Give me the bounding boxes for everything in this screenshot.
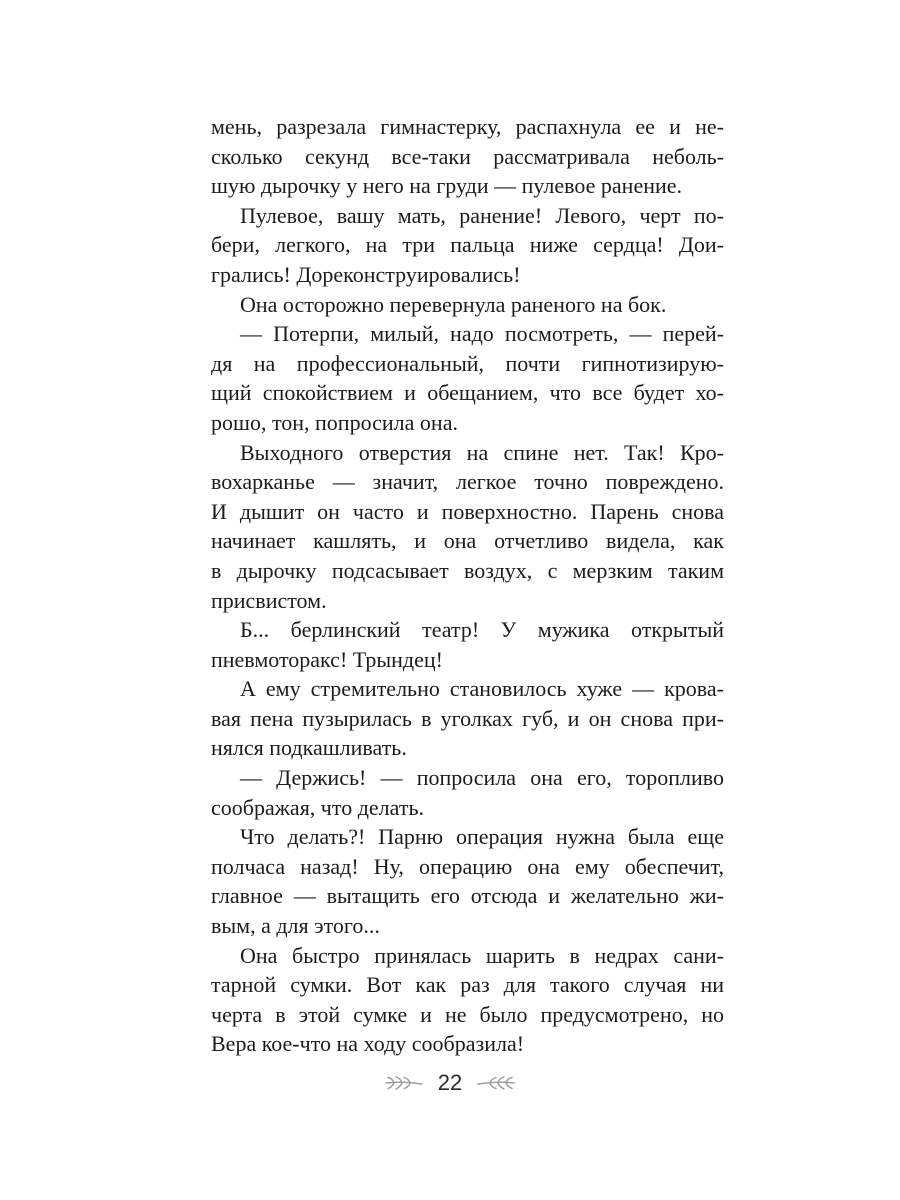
page-number: 22 <box>437 1070 463 1095</box>
paragraph <box>211 201 724 290</box>
paragraph <box>211 438 724 616</box>
text-line: грались! Дореконструировались! <box>211 261 521 287</box>
paragraph <box>211 319 724 437</box>
text-line: полчаса назад! Ну, операцию она ему обеспечит, <box>211 853 724 879</box>
text-line: в дырочку подсасывает воздух, с мерзким таким <box>211 557 724 583</box>
text-line: Вера кое-что на ходу сообразила! <box>211 1031 525 1057</box>
text-line: пневмоторакс! Трындец! <box>211 646 443 672</box>
text-line: — Потерпи, милый, надо посмотреть, — перей- <box>240 321 724 347</box>
text-line: А ему стремительно становилось хуже — крова- <box>240 676 724 702</box>
text-line: шую дырочку у него на груди — пулевое ранение. <box>211 173 683 199</box>
paragraph <box>211 615 724 674</box>
text-line: начинает кашлять, и она отчетливо видела, как <box>211 528 724 554</box>
text-line: щий спокойствием и обещанием, что все будет хо- <box>211 380 724 406</box>
text-line: соображая, что делать. <box>211 794 424 820</box>
text-line: вая пена пузырилась в уголках губ, и он снова при- <box>211 705 724 731</box>
paragraph <box>211 674 724 763</box>
text-line: рошо, тон, попросила она. <box>211 409 458 435</box>
text-line: присвистом. <box>211 587 327 613</box>
text-line: И дышит он часто и поверхностно. Парень снова <box>211 498 724 524</box>
text-line: вым, а для этого... <box>211 913 380 939</box>
text-line: Она быстро принялась шарить в недрах сани- <box>240 942 724 968</box>
text-line: — Держись! — попросила она его, торопливо <box>240 765 724 791</box>
text-line: тарной сумки. Вот как раз для такого случая ни <box>211 972 724 998</box>
page-body <box>211 112 724 1059</box>
text-line: нялся подкашливать. <box>211 735 407 761</box>
paragraph <box>211 822 724 940</box>
paragraph <box>211 763 724 822</box>
text-line: Б... берлинский театр! У мужика открытый <box>240 617 724 643</box>
paragraph <box>211 290 724 320</box>
text-line: Пулевое, вашу мать, ранение! Левого, черт по- <box>240 202 724 228</box>
text-line: мень, разрезала гимнастерку, распахнула ее и не- <box>211 114 724 139</box>
text-line: главное — вытащить его отсюда и желательно жи- <box>211 883 724 909</box>
text-line: Что делать?! Парню операция нужна была еще <box>240 824 724 850</box>
text-line: черта в этой сумке и не было предусмотрено, но <box>211 1001 724 1027</box>
leaf-sprig-left-icon <box>384 1076 424 1090</box>
text-line: дя на профессиональный, почти гипнотизирую- <box>211 350 724 376</box>
page-footer <box>0 1066 900 1100</box>
text-line: Она осторожно перевернула раненого на бок. <box>240 291 667 317</box>
text-line: Выходного отверстия на спине нет. Так! Кро- <box>240 439 724 465</box>
leaf-sprig-right-icon <box>476 1076 516 1090</box>
paragraph <box>211 112 724 201</box>
text-line: сколько секунд все-таки рассматривала неболь- <box>211 143 724 169</box>
text-line: бери, легкого, на три пальца ниже сердца! Дои- <box>211 232 724 258</box>
paragraph <box>211 941 724 1059</box>
text-line: вохарканье — значит, легкое точно повреждено. <box>211 469 724 495</box>
